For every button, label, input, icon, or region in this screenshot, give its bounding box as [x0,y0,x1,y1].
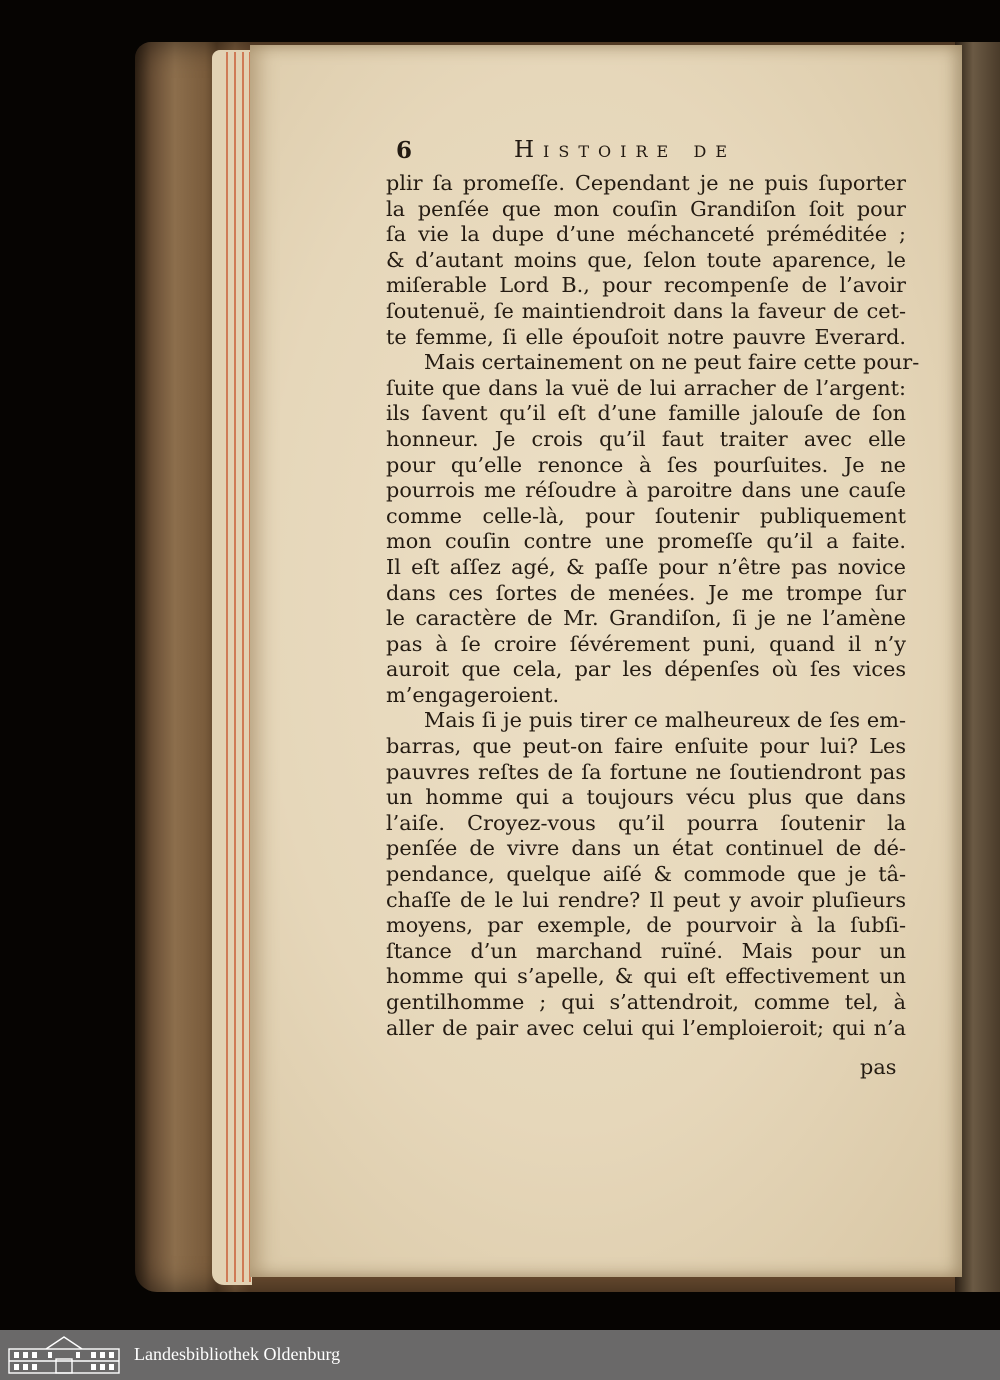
text-line: pas à ſe croire ſévérement puni, quand il n’y [386,631,906,656]
page-number: 6 [396,137,413,164]
text-line: pour qu’elle renonce à ſes pourſuites. Je ne [386,452,906,477]
page-header [396,137,796,165]
text-line: te femme, ſi elle épouſoit notre pauvre Everard. [386,324,906,349]
library-name: Landesbibliothek Oldenburg [134,1344,341,1364]
text-line: la penſée que mon couſin Grandiſon ſoit pour [386,196,906,221]
text-line: ſoutenuë, ſe maintiendroit dans la faveur de cet- [386,298,906,323]
text-line: m’engageroient. [386,682,560,707]
text-line: aller de pair avec celui qui l’emploieroit; qui n’a [386,1015,906,1040]
page-edge-line [234,52,236,1282]
text-line: dans ces ſortes de menées. Je me trompe ſur [386,580,906,605]
text-line: ſtance d’un marchand ruïné. Mais pour un [386,938,906,963]
text-line: chaſſe de le lui rendre? Il peut y avoir pluſieurs [386,887,906,912]
running-title: Histoire de [514,137,736,163]
library-building-icon [6,1333,122,1375]
text-line: mon couſin contre une promeſſe qu’il a faite. [386,529,906,554]
text-line: miſerable Lord B., pour recompenſe de l’avoir [386,273,906,298]
text-line: & d’autant moins que, ſelon toute aparence, le [386,247,906,272]
text-line: Mais certainement on ne peut faire cette pour- [424,350,920,375]
text-line: barras, que peut-on faire enſuite pour lui? Les [386,734,906,759]
text-line: pendance, quelque aiſé & commode que je tâ- [386,862,906,887]
text-line: plir ſa promeſſe. Cependant je ne puis ſuporter [386,171,906,195]
text-line: pauvres reſtes de ſa fortune ne ſoutiendront pas [386,759,906,784]
text-line: Il eſt aſſez agé, & paſſe pour n’être pas novice [386,554,906,579]
text-line: gentilhomme ; qui s’attendroit, comme tel, à [386,990,906,1014]
text-line: un homme qui a toujours vécu plus que dans [386,785,906,810]
footer-bar [0,1330,1000,1380]
page-edge-line [226,52,228,1282]
page-edge-line [242,52,244,1282]
text-line: pourrois me réſoudre à paroitre dans une cauſe [386,478,906,503]
page-body-text [386,171,920,1041]
text-line: penſée de vivre dans un état continuel de dé- [386,836,906,861]
text-line: comme celle-là, pour ſoutenir publiquement [386,503,906,528]
text-line: homme qui s’apelle, & qui eſt effectivement un [386,964,906,989]
text-line: le caractère de Mr. Grandiſon, ſi je ne l’amène [386,606,906,631]
text-line: auroit que cela, par les dépenſes où ſes vices [386,657,906,682]
page-stack-edge [212,50,252,1285]
text-line: l’aiſe. Croyez-vous qu’il pourra ſoutenir la [386,810,906,835]
text-line: ſuite que dans la vuë de lui arracher de l’argent: [386,375,906,400]
text-line: ſa vie la dupe d’une méchanceté préméditée ; [386,222,906,247]
text-line: moyens, par exemple, de pourvoir à la ſubſi- [386,913,906,938]
text-line: honneur. Je crois qu’il faut traiter avec elle [386,426,906,451]
text-line: ils ſavent qu’il eſt d’une famille jalouſe de ſon [386,401,906,426]
catchword: pas [860,1055,897,1079]
text-line: Mais ſi je puis tirer ce malheureux de ſes em- [424,708,906,733]
